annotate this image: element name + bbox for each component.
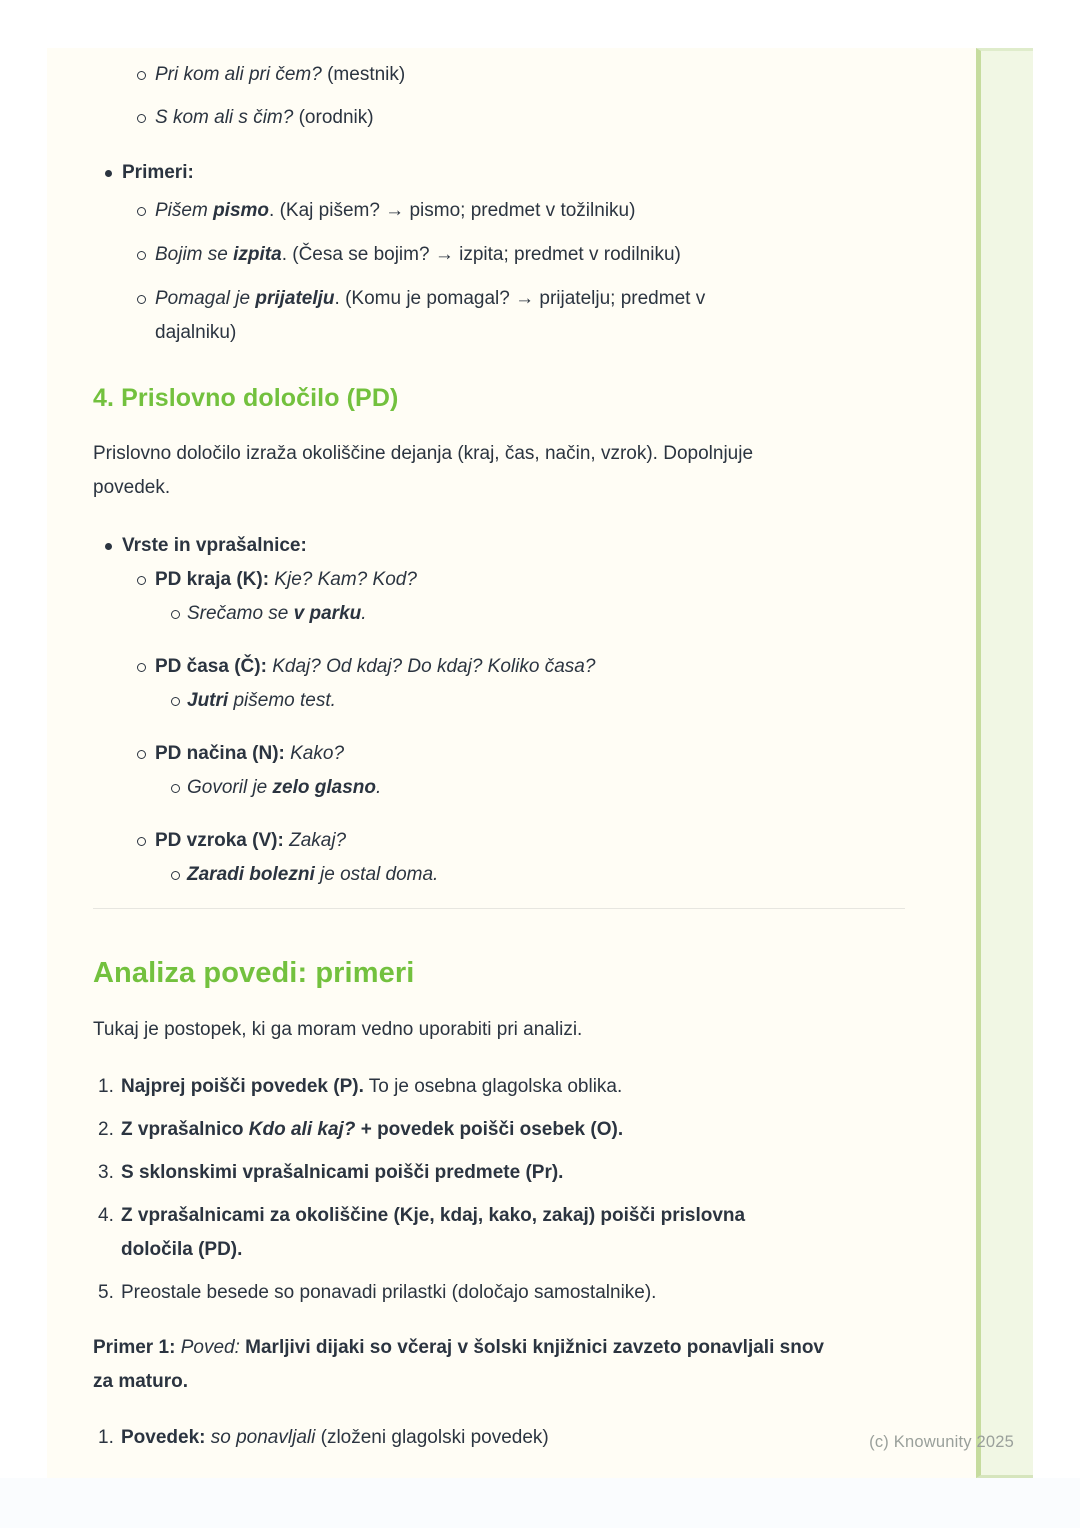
- pd-type-questions: Zakaj?: [283, 830, 347, 851]
- circle-bullet-icon: [171, 871, 180, 880]
- circle-bullet-icon: [137, 207, 146, 216]
- text-segment: Preostale besede so ponavadi prilastki (določajo samostalnike).: [121, 1282, 657, 1303]
- pd-type-name: PD kraja (K):: [155, 569, 270, 590]
- example-pre: Govoril je: [187, 777, 273, 798]
- text-segment: Najprej poišči povedek (P).: [121, 1076, 364, 1097]
- example-strong: v parku: [293, 603, 362, 624]
- povedek-value: so ponavljali: [210, 1427, 316, 1448]
- pd-type-example: [93, 684, 905, 718]
- section-heading: 4. Prislovno določilo (PD): [93, 384, 399, 412]
- page-bottom-background: [0, 1478, 1080, 1528]
- example-strong: Zaradi bolezni: [187, 864, 315, 885]
- circle-bullet-icon: [137, 295, 146, 304]
- example-lead: Pomagal je: [155, 288, 256, 309]
- step-number: 4.: [98, 1205, 114, 1226]
- example-pre: Srečamo se: [187, 603, 294, 624]
- circle-bullet-icon: [137, 750, 146, 759]
- step-text: [121, 1276, 905, 1310]
- example-note: . (Kaj pišem? → pismo; predmet v tožilniku): [269, 200, 636, 221]
- example-object: pismo: [213, 200, 270, 221]
- circle-bullet-icon: [171, 697, 180, 706]
- list-item: [93, 282, 905, 350]
- example-note-wrap: dajalniku): [155, 322, 237, 343]
- pd-type-group: [93, 650, 905, 718]
- list-item: [93, 101, 905, 135]
- types-label: Vrste in vprašalnice:: [122, 535, 307, 556]
- primer-paragraph: [93, 1331, 824, 1399]
- text-segment: Z vprašalnicami za okoliščine (Kje, kdaj, kako, zakaj) poišči prislovna: [121, 1205, 746, 1226]
- primer-label: Primer 1:: [93, 1337, 181, 1358]
- pd-type-name: PD vzroka (V):: [155, 830, 284, 851]
- section-intro-line: povedek.: [93, 477, 171, 498]
- step-text: [121, 1113, 905, 1147]
- step-text: [121, 1421, 905, 1455]
- step-number: 1.: [98, 1076, 114, 1097]
- text-segment: S sklonskimi vprašalnicami poišči predmete (Pr).: [121, 1162, 564, 1183]
- circle-bullet-icon: [137, 71, 146, 80]
- step-item: [98, 1156, 905, 1190]
- section-intro: [93, 437, 905, 505]
- example-strong: zelo glasno: [272, 777, 376, 798]
- circle-bullet-icon: [137, 576, 146, 585]
- povedek-item: [93, 1421, 905, 1455]
- example-post: .: [361, 603, 367, 624]
- page-title: Analiza povedi: primeri: [93, 957, 415, 989]
- example-strong: Jutri: [187, 690, 229, 711]
- examples-list: [93, 194, 905, 350]
- pd-type-group: [93, 563, 905, 631]
- example-note: . (Česa se bojim? → izpita; predmet v rodilniku): [281, 244, 681, 265]
- analysis-steps: [93, 1070, 905, 1310]
- pd-type-example: [93, 597, 905, 631]
- examples-label: Primeri:: [122, 162, 194, 183]
- circle-bullet-icon: [137, 251, 146, 260]
- pd-type-example: [93, 858, 905, 892]
- types-label-item: [93, 529, 905, 563]
- pd-type-questions: Kako?: [284, 743, 345, 764]
- section-intro-line: Prislovno določilo izraža okoliščine dejanja (kraj, čas, način, vzrok). Dopolnjuje: [93, 443, 754, 464]
- text-segment: določila (PD).: [121, 1239, 243, 1260]
- example-post: pišemo test.: [228, 690, 336, 711]
- disc-bullet-icon: [105, 543, 112, 550]
- example-object: izpita: [233, 244, 282, 265]
- watermark: (c) Knowunity 2025: [869, 1433, 1014, 1451]
- pd-type: [93, 824, 905, 858]
- list-item: [93, 58, 905, 92]
- pd-type: [93, 650, 905, 684]
- pd-type-group: [93, 737, 905, 805]
- pd-type-questions: Kdaj? Od kdaj? Do kdaj? Koliko časa?: [266, 656, 596, 677]
- circle-bullet-icon: [137, 663, 146, 672]
- text-segment: Kdo ali kaj?: [248, 1119, 356, 1140]
- section-divider: [93, 908, 905, 909]
- example-lead: Bojim se: [155, 244, 234, 265]
- examples-label-item: [93, 156, 905, 190]
- pd-type-questions: Kje? Kam? Kod?: [269, 569, 417, 590]
- pd-type-name: PD načina (N):: [155, 743, 285, 764]
- example-post: je ostal doma.: [314, 864, 439, 885]
- case-question: Pri kom ali pri čem?: [155, 64, 322, 85]
- text-segment: + povedek poišči osebek (O).: [355, 1119, 624, 1140]
- step-text: [121, 1156, 905, 1190]
- step-number: 5.: [98, 1282, 114, 1303]
- example-note: . (Komu je pomagal? → prijatelju; predmet v: [334, 288, 706, 309]
- case-question: S kom ali s čim?: [155, 107, 294, 128]
- povedek-label: Povedek:: [121, 1427, 211, 1448]
- step-item: [98, 1070, 905, 1104]
- pd-type: [93, 563, 905, 597]
- step-item: [98, 1199, 905, 1267]
- poved-label: Poved:: [180, 1337, 246, 1358]
- step-number: 1.: [98, 1427, 114, 1448]
- green-side-strip: [976, 48, 1033, 1478]
- example-lead: Pišem: [155, 200, 214, 221]
- text-segment: To je osebna glagolska oblika.: [363, 1076, 623, 1097]
- step-text: [121, 1070, 905, 1104]
- example-post: .: [376, 777, 382, 798]
- pd-type-example: [93, 771, 905, 805]
- case-question-list: [93, 58, 905, 135]
- case-name: (orodnik): [293, 107, 374, 128]
- case-name: (mestnik): [321, 64, 406, 85]
- step-text: [121, 1199, 905, 1267]
- circle-bullet-icon: [171, 610, 180, 619]
- circle-bullet-icon: [137, 837, 146, 846]
- circle-bullet-icon: [171, 784, 180, 793]
- povedek-note: (zloženi glagolski povedek): [315, 1427, 549, 1448]
- pd-type-group: [93, 824, 905, 892]
- primer-sentence: Marljivi dijaki so včeraj v šolski knjižnici zavzeto ponavljali snov za maturo.: [93, 1337, 824, 1392]
- document-page: [47, 48, 1033, 1478]
- step-number: 3.: [98, 1162, 114, 1183]
- list-item: [93, 238, 905, 272]
- step-item: [98, 1276, 905, 1310]
- page-content: [93, 58, 905, 1455]
- example-object: prijatelju: [255, 288, 335, 309]
- pd-type-name: PD časa (Č):: [155, 656, 267, 677]
- analysis-intro: Tukaj je postopek, ki ga moram vedno uporabiti pri analizi.: [93, 1019, 583, 1040]
- disc-bullet-icon: [105, 170, 112, 177]
- text-segment: Z vprašalnico: [121, 1119, 249, 1140]
- step-item: [98, 1113, 905, 1147]
- list-item: [93, 194, 905, 228]
- circle-bullet-icon: [137, 114, 146, 123]
- pd-type: [93, 737, 905, 771]
- step-number: 2.: [98, 1119, 114, 1140]
